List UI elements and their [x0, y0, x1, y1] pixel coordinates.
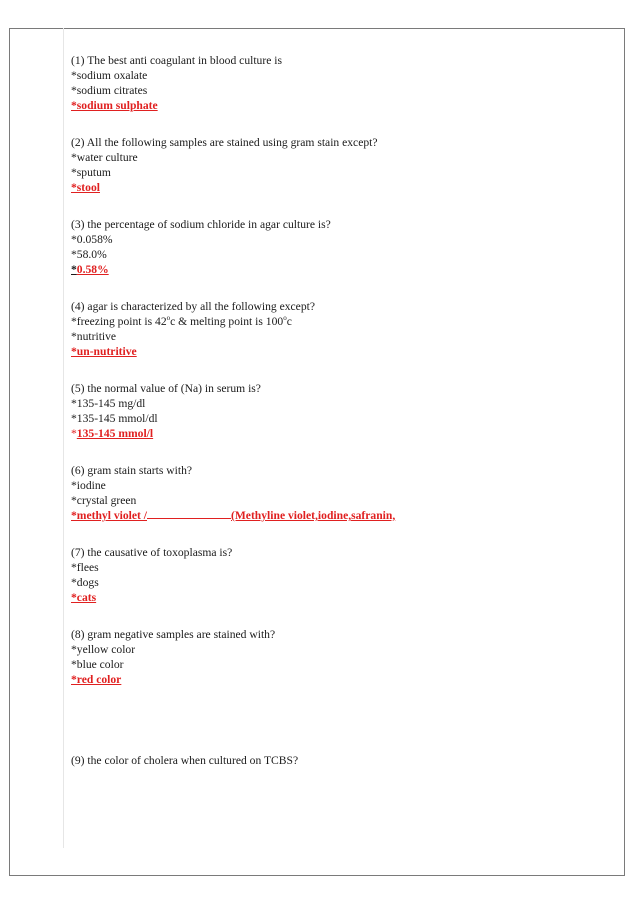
option-freezing-point: *freezing point is 42$^o$c & melting point is 100$^o$c	[71, 314, 292, 328]
question-prompt: (3) the percentage of sodium chloride in agar culture is?	[71, 218, 331, 231]
correct-answer: *sodium sulphate	[71, 99, 158, 112]
question-prompt: (6) gram stain starts with?	[71, 464, 193, 477]
option: *nutritive	[71, 330, 117, 343]
question-2	[71, 135, 591, 195]
question-8	[71, 627, 591, 687]
question-7	[71, 545, 591, 605]
answer-star: *	[71, 427, 77, 440]
correct-answer: *red color	[71, 673, 122, 686]
margin-rule	[63, 28, 64, 848]
option: *135-145 mg/dl	[71, 397, 146, 410]
option: *dogs	[71, 576, 99, 589]
question-prompt: (1) The best anti coagulant in blood culture is	[71, 54, 282, 67]
option: *sodium oxalate	[71, 69, 148, 82]
option: *0.058%	[71, 233, 113, 246]
option: *sodium citrates	[71, 84, 148, 97]
answer-line	[71, 672, 591, 687]
question-prompt: (2) All the following samples are stained using gram stain except?	[71, 136, 378, 149]
answer-line	[71, 98, 591, 113]
question-prompt: (8) gram negative samples are stained with?	[71, 628, 276, 641]
question-prompt: (9) the color of cholera when cultured on TCBS?	[71, 754, 299, 767]
answer-blank	[147, 508, 231, 519]
question-1	[71, 53, 591, 113]
option: *135-145 mmol/dl	[71, 412, 158, 425]
answer-star: *	[71, 263, 77, 276]
correct-answer: 135-145 mmol/l	[76, 427, 154, 440]
question-4	[71, 299, 591, 359]
quiz-content	[71, 53, 591, 768]
option: *sputum	[71, 166, 111, 179]
question-prompt: (4) agar is characterized by all the following except?	[71, 300, 315, 313]
option: *iodine	[71, 479, 106, 492]
correct-answer: *un-nutritive	[71, 345, 137, 358]
question-9	[71, 753, 591, 768]
question-5	[71, 381, 591, 441]
answer-line	[71, 344, 591, 359]
answer-line	[71, 508, 591, 523]
option: *yellow color	[71, 643, 136, 656]
answer-line	[71, 180, 591, 195]
answer-line	[71, 426, 591, 441]
answer-note: (Methyline violet,iodine,safranin,	[231, 509, 396, 522]
question-prompt: (5) the normal value of (Na) in serum is?	[71, 382, 261, 395]
option: *water culture	[71, 151, 138, 164]
option: *crystal green	[71, 494, 137, 507]
option: *blue color	[71, 658, 124, 671]
answer-line	[71, 262, 591, 277]
correct-answer: 0.58%	[76, 263, 109, 276]
correct-answer: *stool	[71, 181, 100, 194]
option: *flees	[71, 561, 99, 574]
option: *58.0%	[71, 248, 107, 261]
question-6	[71, 463, 591, 523]
answer-line	[71, 590, 591, 605]
question-3	[71, 217, 591, 277]
question-prompt: (7) the causative of toxoplasma is?	[71, 546, 233, 559]
correct-answer: *cats	[71, 591, 97, 604]
correct-answer: *methyl violet /	[71, 509, 147, 522]
